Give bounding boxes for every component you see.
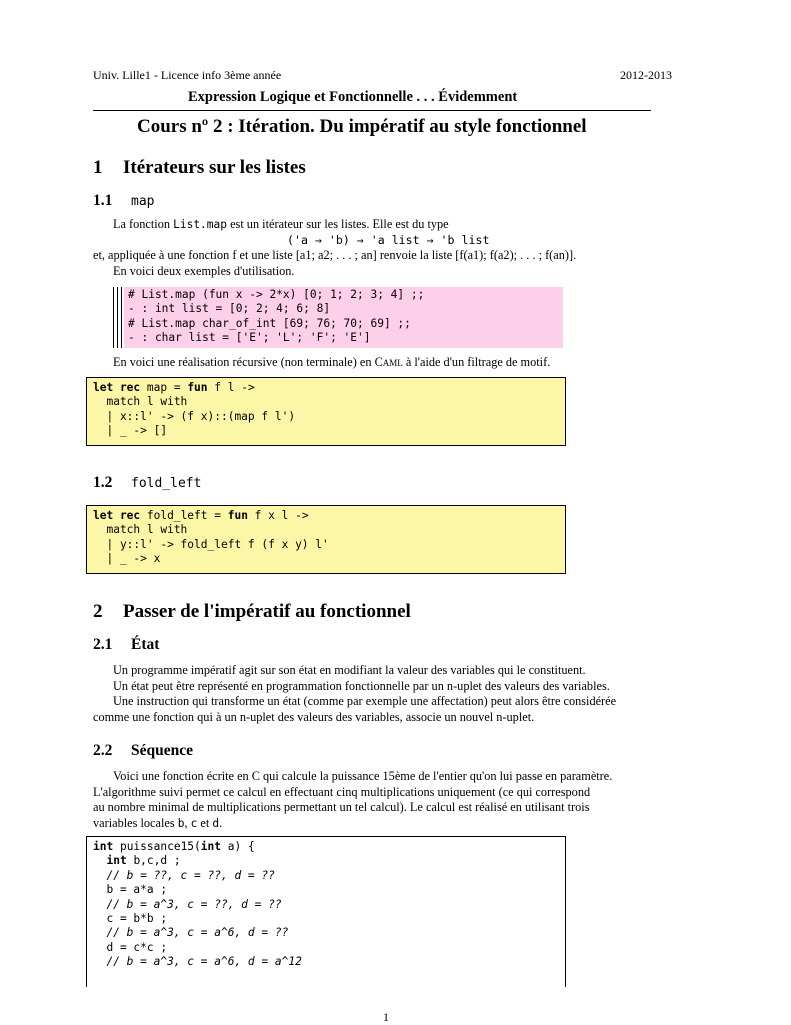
state-paragraph-3-line-1: Une instruction qui transforme un état (comme par exemple une affectation) peut alors être considérée [113,694,617,708]
text: variables locales [93,816,178,830]
code-comment: // b = a^3, c = a^6, d = a^12 [93,955,302,969]
state-paragraph-3-line-2: comme une fonction qui à un n-uplet des valeurs des variables, associe un nouvel n-uplet. [93,710,535,724]
code-line: int b,c,d ; [106,854,181,868]
var-c: c [190,817,198,830]
subsection-2-2-number: 2.2 [93,742,113,759]
section-2-title: Passer de l'impératif au fonctionnel [123,601,411,622]
code-line: | _ -> x [93,552,161,566]
c-code-box [86,836,566,987]
code-comment: // b = a^3, c = ??, d = ?? [93,897,282,911]
subsection-2-1-heading [93,636,159,654]
sequence-paragraph-line-2: L'algorithme suivi permet ce calcul en effectuant cinq multiplications uniquement (ce qui correspond [93,785,591,799]
toplevel-line: - : char list = ['E'; 'L'; 'F'; 'E'] [128,331,371,345]
code-line: let rec fold_left = fun f x l -> [93,509,309,522]
code-comment: // b = a^3, c = a^6, d = ?? [93,926,289,940]
state-paragraph-1: Un programme impératif agit sur son état en modifiant la valeur des variables qui le constituent. [113,663,586,677]
keyword: int [93,840,114,853]
keyword: let rec [93,509,141,522]
subsection-2-1-number: 2.1 [93,636,113,653]
text: , [184,816,191,830]
keyword: fun [227,509,248,522]
subsection-1-2-number: 1.2 [93,474,113,491]
text: . [219,816,223,830]
var-b: b [177,817,185,830]
map-examples-intro: En voici deux exemples d'utilisation. [113,264,295,278]
map-recursive-text-a: En voici une réalisation récursive (non terminale) en [113,355,375,369]
toplevel-line: # List.map (fun x -> 2*x) [0; 1; 2; 3; 4] ;; [128,288,425,301]
toplevel-bar-2 [117,287,118,348]
map-recursive-text-b: à l'aide d'un filtrage de motif. [402,355,551,369]
code-line: let rec map = fun f l -> [93,381,255,394]
code-line: | _ -> [] [93,424,168,438]
sequence-paragraph-line-4 [93,816,222,832]
toplevel-session-box [124,287,563,348]
map-type-signature: ('a → 'b) → 'a list → 'b list [287,233,490,247]
page-title: Cours nº 2 : Itération. Du impératif au style fonctionnel [137,116,587,137]
subsection-1-2-heading [93,472,201,492]
text: et [197,816,213,830]
code-comment: // b = ??, c = ??, d = ?? [93,868,275,882]
code-line: | y::l' -> fold_left f (f x y) l' [93,537,329,551]
map-code-box [86,377,566,446]
header-rule [93,110,651,111]
code-line: int puissance15(int a) { [93,840,255,853]
code-line: b = a*a ; [93,883,168,897]
code-line: c = b*b ; [93,912,168,926]
header-year: 2012-2013 [620,68,672,82]
map-recursive-intro [113,355,550,371]
toplevel-bar-3 [121,287,122,348]
toplevel-bar-1 [113,287,114,348]
keyword: int [200,840,221,853]
keyword: fun [187,381,208,394]
section-2-number: 2 [93,601,103,622]
keyword: int [106,854,127,868]
fold-left-code-box [86,505,566,574]
subsection-1-1-heading [93,190,154,210]
subsection-1-2-title: fold_left [131,476,202,491]
code-line: d = c*c ; [93,940,168,954]
course-name: Expression Logique et Fonctionnelle . . . Évidemment [188,89,518,105]
subsection-2-2-heading [93,742,193,760]
keyword: let rec [93,381,141,394]
code-line: match l with [93,395,188,409]
map-intro-code: List.map [173,218,227,231]
toplevel-line: - : int list = [0; 2; 4; 6; 8] [128,302,331,316]
sequence-paragraph-line-1: Voici une fonction écrite en C qui calcule la puissance 15ème de l'entier qu'on lui passe en paramètre. [113,769,613,783]
subsection-2-1-title: État [131,636,160,653]
subsection-2-2-title: Séquence [131,742,193,759]
code-line: | x::l' -> (f x)::(map f l') [93,409,296,423]
caml-name: Caml [374,355,403,369]
map-description: et, appliquée à une fonction f et une liste [a1; a2; . . . ; an] renvoie la liste [f(a1); f(a2); . . . ; f(an)]. [93,248,577,262]
map-intro-text-b: est un itérateur sur les listes. Elle est du type [227,217,449,231]
section-1-heading [93,157,306,179]
map-intro-text-a: La fonction [113,217,174,231]
state-paragraph-2: Un état peut être représenté en programmation fonctionnelle par un n-uplet des valeurs des variables. [113,679,610,693]
page-number: 1 [383,1010,389,1024]
section-1-title: Itérateurs sur les listes [123,157,306,178]
sequence-paragraph-line-3: au nombre minimal de multiplications permettant un tel calcul). Le calcul est réalisé en utilisant trois [93,800,590,814]
code-line: match l with [93,523,188,537]
subsection-1-1-title: map [131,194,155,209]
subsection-1-1-number: 1.1 [93,192,113,209]
map-intro [113,217,449,233]
var-d: d [212,817,220,830]
header-left: Univ. Lille1 - Licence info 3ème année [93,68,282,82]
section-2-heading [93,601,411,623]
section-1-number: 1 [93,157,103,178]
toplevel-line: # List.map char_of_int [69; 76; 70; 69] ;; [128,316,411,330]
